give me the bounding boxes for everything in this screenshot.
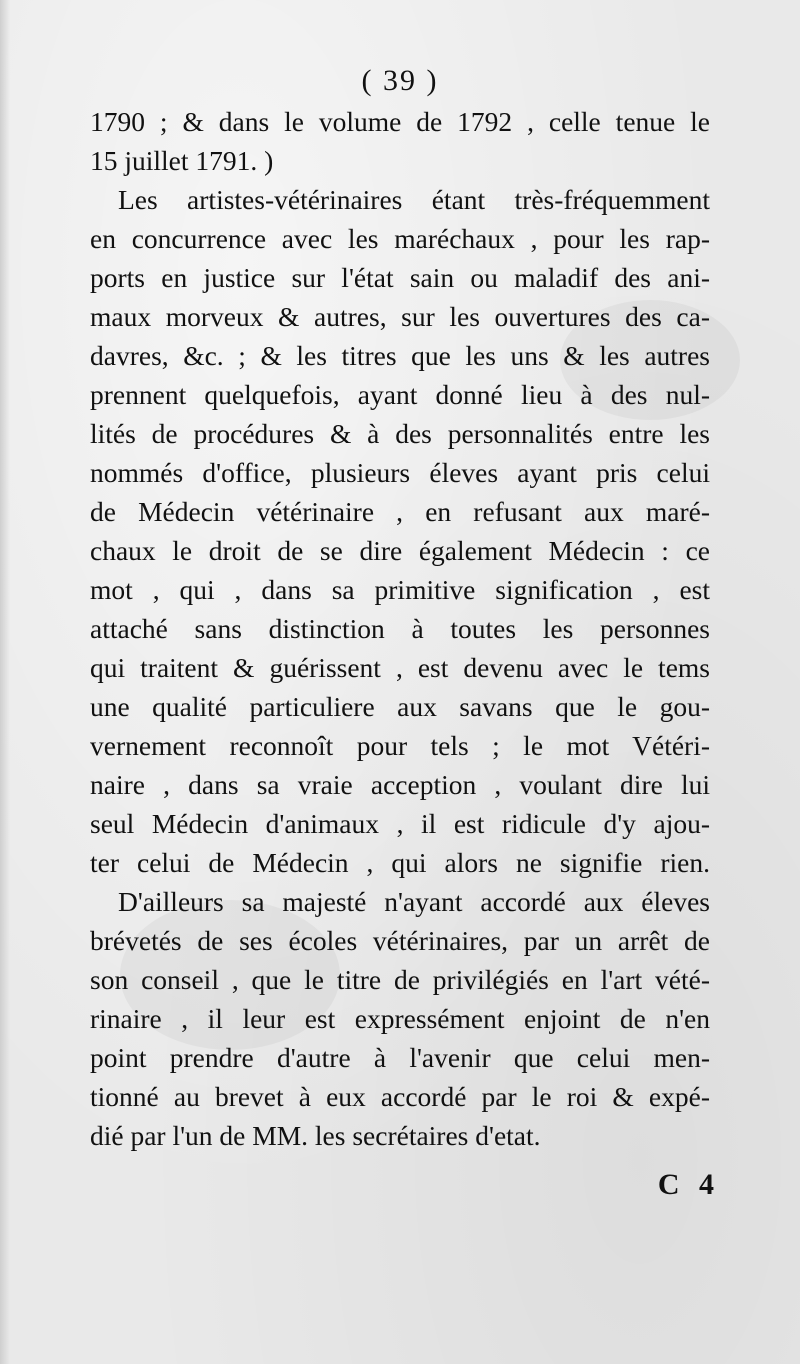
text-line: 15 juillet 1791. ) bbox=[90, 145, 274, 176]
text-line: D'ailleurs sa majesté n'ayant accordé aux éleves bbox=[118, 886, 710, 917]
text-line: brévetés de ses écoles vétérinaires, par un arrêt de bbox=[90, 925, 710, 956]
text-line: davres, &c. ; & les titres que les uns & les autres bbox=[90, 340, 710, 371]
text-line: ports en justice sur l'état sain ou maladif des ani- bbox=[90, 262, 710, 293]
text-line: rinaire , il leur est expressément enjoint de n'en bbox=[90, 1003, 710, 1034]
text-line: mot , qui , dans sa primitive signification , est bbox=[90, 574, 710, 605]
text-line: de Médecin vétérinaire , en refusant aux maré- bbox=[90, 496, 710, 527]
signature-mark: C 4 bbox=[657, 1168, 720, 1201]
text-line: maux morveux & autres, sur les ouvertures des ca- bbox=[90, 301, 710, 332]
body-text bbox=[90, 102, 710, 1155]
text-line: dié par l'un de MM. les secrétaires d'etat. bbox=[90, 1120, 541, 1151]
text-line: qui traitent & guérissent , est devenu avec le tems bbox=[90, 652, 710, 683]
text-line: nommés d'office, plusieurs éleves ayant pris celui bbox=[90, 457, 710, 488]
page-number: ( 39 ) bbox=[361, 64, 439, 97]
text-line: ter celui de Médecin , qui alors ne signifie rien. bbox=[90, 847, 710, 878]
text-line: tionné au brevet à eux accordé par le roi & expé- bbox=[90, 1081, 710, 1112]
text-line: lités de procédures & à des personnalités entre les bbox=[90, 418, 710, 449]
text-line: vernement reconnoît pour tels ; le mot Vétéri- bbox=[90, 730, 710, 761]
text-line: point prendre d'autre à l'avenir que celui men- bbox=[90, 1042, 710, 1073]
text-line: une qualité particuliere aux savans que le gou- bbox=[90, 691, 710, 722]
text-line: chaux le droit de se dire également Médecin : ce bbox=[90, 535, 710, 566]
text-line: son conseil , que le titre de privilégiés en l'art vété- bbox=[90, 964, 710, 995]
text-line: en concurrence avec les maréchaux , pour les rap- bbox=[90, 223, 710, 254]
text-line: 1790 ; & dans le volume de 1792 , celle tenue le bbox=[90, 106, 710, 137]
text-line: naire , dans sa vraie acception , voulant dire lui bbox=[90, 769, 710, 800]
text-line: attaché sans distinction à toutes les personnes bbox=[90, 613, 710, 644]
page-edge-shadow bbox=[0, 0, 10, 1364]
text-line: Les artistes-vétérinaires étant très-fréquemment bbox=[118, 184, 710, 215]
text-line: seul Médecin d'animaux , il est ridicule d'y ajou- bbox=[90, 808, 710, 839]
text-line: prennent quelquefois, ayant donné lieu à des nul- bbox=[90, 379, 710, 410]
